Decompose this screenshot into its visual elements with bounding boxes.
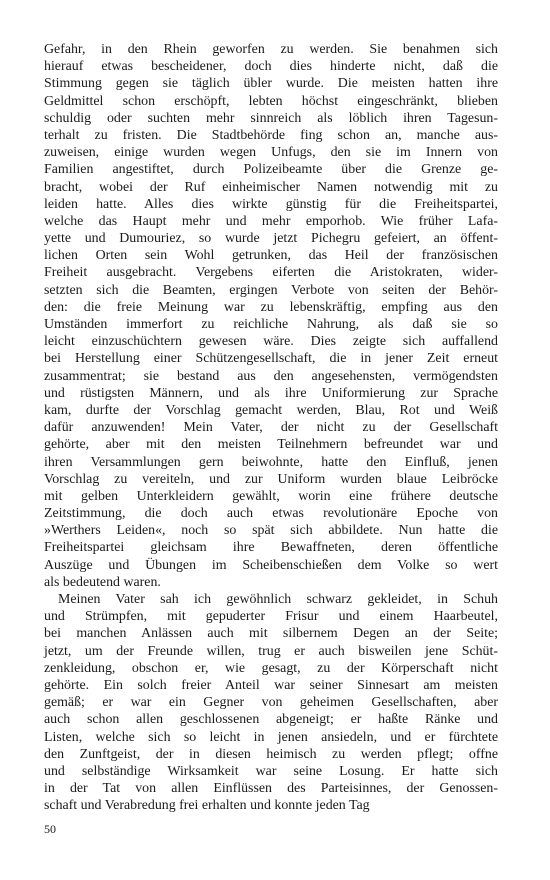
text-line: schuldig oder suchten mehr sinnreich als löblich ihren Tagesun-: [44, 110, 498, 126]
text-line: Freiheit ausgebracht. Vergebens eiferten die Aristokraten, wider-: [44, 265, 498, 281]
text-line: ihren Versammlungen gern beiwohnte, hatte den Einfluß, jenen: [44, 454, 498, 470]
text-line: Geldmittel schon erschöpft, lebten höchst eingeschränkt, blieben: [44, 93, 498, 109]
text-line: Listen, welche sich so leicht in jenen ansiedeln, und er fürchtete: [44, 729, 498, 745]
text-line: Meinen Vater sah ich gewöhnlich schwarz gekleidet, in Schuh: [58, 592, 498, 607]
text-line: lichen Orten sein Wohl getrunken, das Heil der französischen: [44, 248, 498, 264]
text-line: hierauf etwas bescheidener, doch dies hinderte nicht, daß die: [44, 59, 498, 75]
text-line: in der Tat von allen Einflüssen des Parteisinnes, der Genossen-: [44, 781, 498, 797]
text-line: und Strümpfen, mit gepuderter Frisur und einem Haarbeutel,: [44, 609, 498, 625]
text-line: Umständen immerfort zu reichliche Nahrung, als daß sie so: [44, 317, 498, 332]
text-line: jetzt, um der Freunde willen, trug er auch bisweilen jene Schüt-: [44, 643, 498, 659]
page-number: 50: [44, 822, 56, 836]
text-line: Vorschlag zu vereiteln, und zur Uniform wurden blaue Leibröcke: [44, 471, 498, 487]
text-line: leicht einzuschüchtern gewesen wäre. Dies zeigte sich auffallend: [44, 334, 498, 350]
text-line: gemäß; er war ein Gegner von geheimen Gesellschaften, aber: [44, 695, 498, 711]
text-line: zenkleidung, obschon er, wie gesagt, zu der Körperschaft nicht: [44, 660, 498, 676]
text-line: »Werthers Leiden«, noch so spät sich abbildete. Nun hatte die: [44, 523, 498, 539]
paragraph: [44, 591, 498, 814]
text-line: Auszüge und Übungen im Scheibenschießen dem Volke so wert: [44, 557, 498, 573]
text-line: Familien angestiftet, durch Polizeibeamte über die Grenze ge-: [44, 162, 498, 178]
text-line: zusammentrat; sie bestand aus den angesehensten, vermögendsten: [44, 368, 498, 384]
text-line: als bedeutend waren.: [44, 574, 161, 590]
text-line: leiden hatte. Alles dies wirkte günstig für die Freiheitspartei,: [44, 196, 498, 212]
text-line: bei manchen Anlässen auch mit silbernem Degen an der Seite;: [44, 626, 498, 642]
text-line: kam, durfte der Vorschlag gemacht werden, Blau, Rot und Weiß: [44, 402, 498, 418]
text-line: Freiheitspartei gleichsam ihre Bewaffneten, deren öffentliche: [44, 540, 498, 556]
text-line: und selbständige Wirksamkeit war seine Losung. Er hatte sich: [44, 763, 498, 779]
text-line: gehörte, aber mit den meisten Teilnehmern befreundet war und: [44, 437, 498, 453]
paragraph: [44, 41, 498, 591]
text-line: Zeitstimmung, die doch auch etwas revolutionäre Epoche von: [44, 506, 498, 522]
text-line: yette und Dumouriez, so wurde jetzt Pichegru gefeiert, an öffent-: [44, 231, 498, 247]
text-line: den: die freie Meinung war zu lebenskräftig, empfing aus den: [44, 299, 498, 315]
text-line: und rüstigsten Männern, und als ihre Uniformierung zur Sprache: [44, 385, 498, 401]
text-line: den Zunftgeist, der in diesen heimisch zu werden pflegt; offne: [44, 746, 498, 762]
body-text: [44, 41, 498, 814]
text-line: setzten sich die Beamten, ergingen Verbote von seiten der Behör-: [44, 282, 498, 298]
text-line: bei Herstellung einer Schützengesellschaft, die in jener Zeit erneut: [44, 351, 498, 367]
text-line: gehörte. Ein solch freier Anteil war seiner Sinnesart am meisten: [44, 677, 498, 693]
text-line: Stimmung gegen sie täglich übler wurde. Die meisten hatten ihre: [44, 76, 498, 92]
text-line: auch schon allen geschlossenen abgeneigt; er haßte Ränke und: [44, 712, 498, 728]
text-line: dafür anzuwenden! Mein Vater, der nicht zu der Gesellschaft: [44, 420, 498, 436]
text-line: mit gelben Unterkleidern gewählt, worin eine frühere deutsche: [44, 488, 498, 504]
text-line: zuweisen, einige wurden wegen Unfugs, den sie im Innern von: [44, 145, 498, 161]
text-line: Gefahr, in den Rhein geworfen zu werden. Sie benahmen sich: [44, 42, 498, 57]
text-line: terhalt zu fristen. Die Stadtbehörde fing schon an, manche aus-: [44, 127, 498, 143]
text-line: welche das Haupt mehr und mehr emporhob. Wie früher Lafa-: [44, 213, 498, 229]
text-line: bracht, wobei der Ruf einheimischer Namen notwendig mit zu: [44, 179, 498, 195]
text-line: schaft und Verabredung frei erhalten und konnte jeden Tag: [44, 798, 370, 814]
